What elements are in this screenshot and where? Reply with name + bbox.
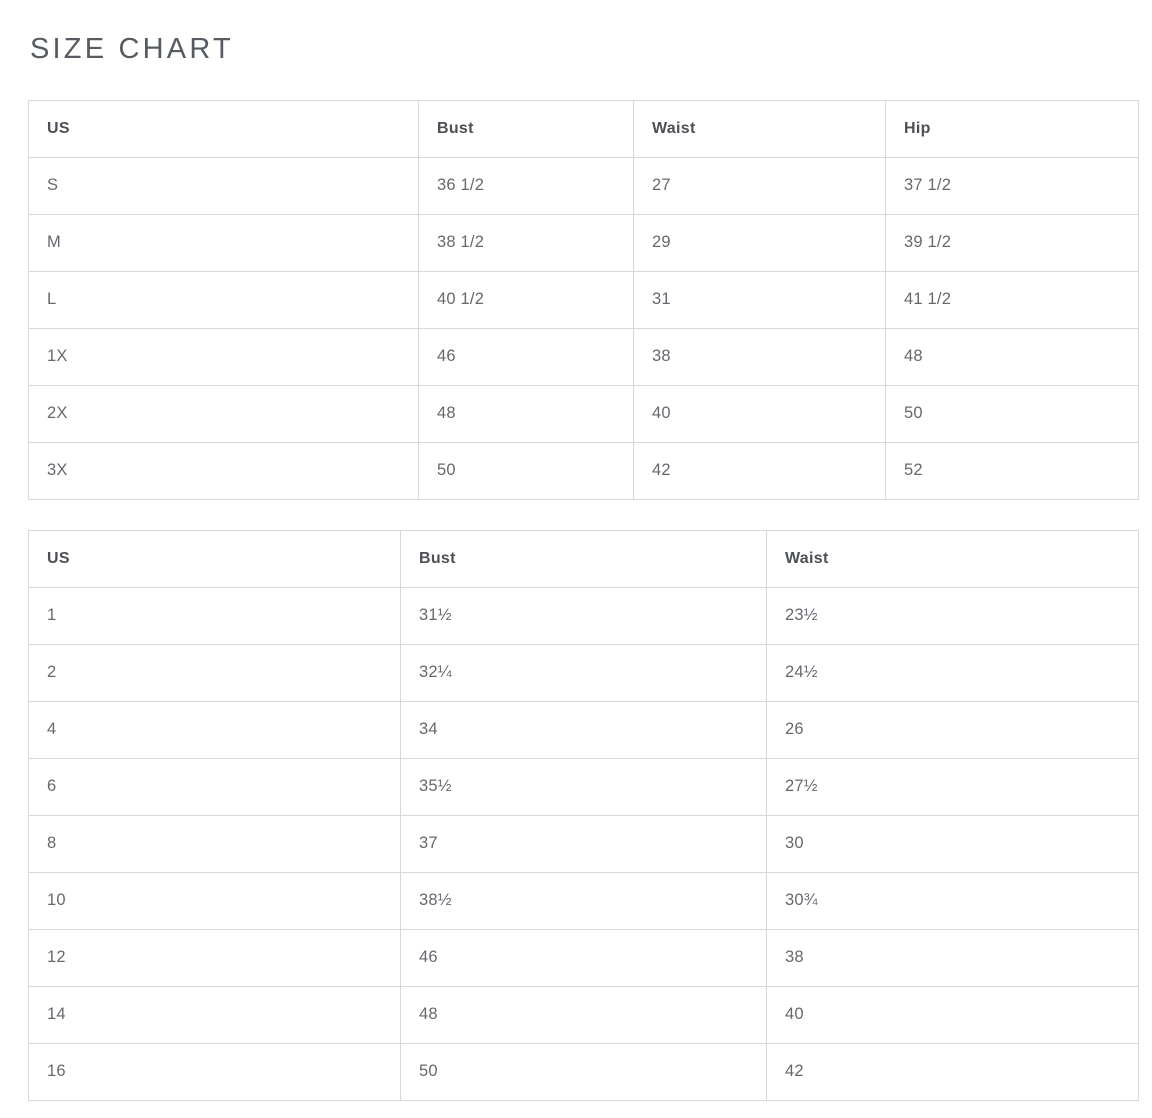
cell-bust: 35½ <box>401 758 767 815</box>
column-header-bust: Bust <box>401 530 767 587</box>
cell-bust: 46 <box>419 328 634 385</box>
page-title: SIZE CHART <box>30 33 234 65</box>
cell-bust: 38 1/2 <box>419 214 634 271</box>
cell-bust: 46 <box>401 929 767 986</box>
table-row <box>29 328 1139 385</box>
table-row <box>29 1043 1139 1100</box>
table-row <box>29 872 1139 929</box>
cell-waist: 23½ <box>767 587 1139 644</box>
cell-bust: 40 1/2 <box>419 271 634 328</box>
cell-size: M <box>29 214 419 271</box>
table-row <box>29 815 1139 872</box>
cell-size: 8 <box>29 815 401 872</box>
cell-size: 16 <box>29 1043 401 1100</box>
cell-waist: 31 <box>634 271 886 328</box>
table-row <box>29 644 1139 701</box>
table-row <box>29 986 1139 1043</box>
cell-size: 3X <box>29 442 419 499</box>
cell-bust: 48 <box>401 986 767 1043</box>
table-header-row <box>29 530 1139 587</box>
cell-size: 1 <box>29 587 401 644</box>
cell-hip: 52 <box>886 442 1139 499</box>
cell-bust: 31½ <box>401 587 767 644</box>
cell-waist: 42 <box>634 442 886 499</box>
numeric-size-table <box>28 530 1139 1101</box>
cell-size: L <box>29 271 419 328</box>
cell-size: 4 <box>29 701 401 758</box>
column-header-waist: Waist <box>634 100 886 157</box>
alpha-size-table <box>28 100 1139 500</box>
table-header-row <box>29 100 1139 157</box>
cell-waist: 27½ <box>767 758 1139 815</box>
cell-bust: 36 1/2 <box>419 157 634 214</box>
cell-bust: 34 <box>401 701 767 758</box>
cell-hip: 37 1/2 <box>886 157 1139 214</box>
cell-bust: 50 <box>401 1043 767 1100</box>
table-row <box>29 587 1139 644</box>
cell-waist: 40 <box>767 986 1139 1043</box>
column-header-bust: Bust <box>419 100 634 157</box>
table-row <box>29 701 1139 758</box>
table-row <box>29 758 1139 815</box>
cell-hip: 48 <box>886 328 1139 385</box>
table-row <box>29 214 1139 271</box>
cell-size: 2X <box>29 385 419 442</box>
cell-size: 12 <box>29 929 401 986</box>
cell-size: 6 <box>29 758 401 815</box>
cell-waist: 38 <box>767 929 1139 986</box>
column-header-hip: Hip <box>886 100 1139 157</box>
table-row <box>29 929 1139 986</box>
column-header-us: US <box>29 530 401 587</box>
column-header-waist: Waist <box>767 530 1139 587</box>
cell-waist: 38 <box>634 328 886 385</box>
cell-bust: 37 <box>401 815 767 872</box>
cell-size: 14 <box>29 986 401 1043</box>
cell-size: 1X <box>29 328 419 385</box>
cell-waist: 30¾ <box>767 872 1139 929</box>
table-row <box>29 442 1139 499</box>
cell-waist: 30 <box>767 815 1139 872</box>
cell-size: 2 <box>29 644 401 701</box>
cell-size: 10 <box>29 872 401 929</box>
cell-waist: 24½ <box>767 644 1139 701</box>
cell-waist: 29 <box>634 214 886 271</box>
cell-bust: 38½ <box>401 872 767 929</box>
cell-hip: 41 1/2 <box>886 271 1139 328</box>
cell-bust: 32¼ <box>401 644 767 701</box>
cell-waist: 26 <box>767 701 1139 758</box>
table-row <box>29 157 1139 214</box>
cell-bust: 48 <box>419 385 634 442</box>
table-row <box>29 385 1139 442</box>
column-header-us: US <box>29 100 419 157</box>
cell-size: S <box>29 157 419 214</box>
cell-waist: 40 <box>634 385 886 442</box>
cell-bust: 50 <box>419 442 634 499</box>
cell-waist: 27 <box>634 157 886 214</box>
cell-hip: 50 <box>886 385 1139 442</box>
cell-hip: 39 1/2 <box>886 214 1139 271</box>
cell-waist: 42 <box>767 1043 1139 1100</box>
table-row <box>29 271 1139 328</box>
